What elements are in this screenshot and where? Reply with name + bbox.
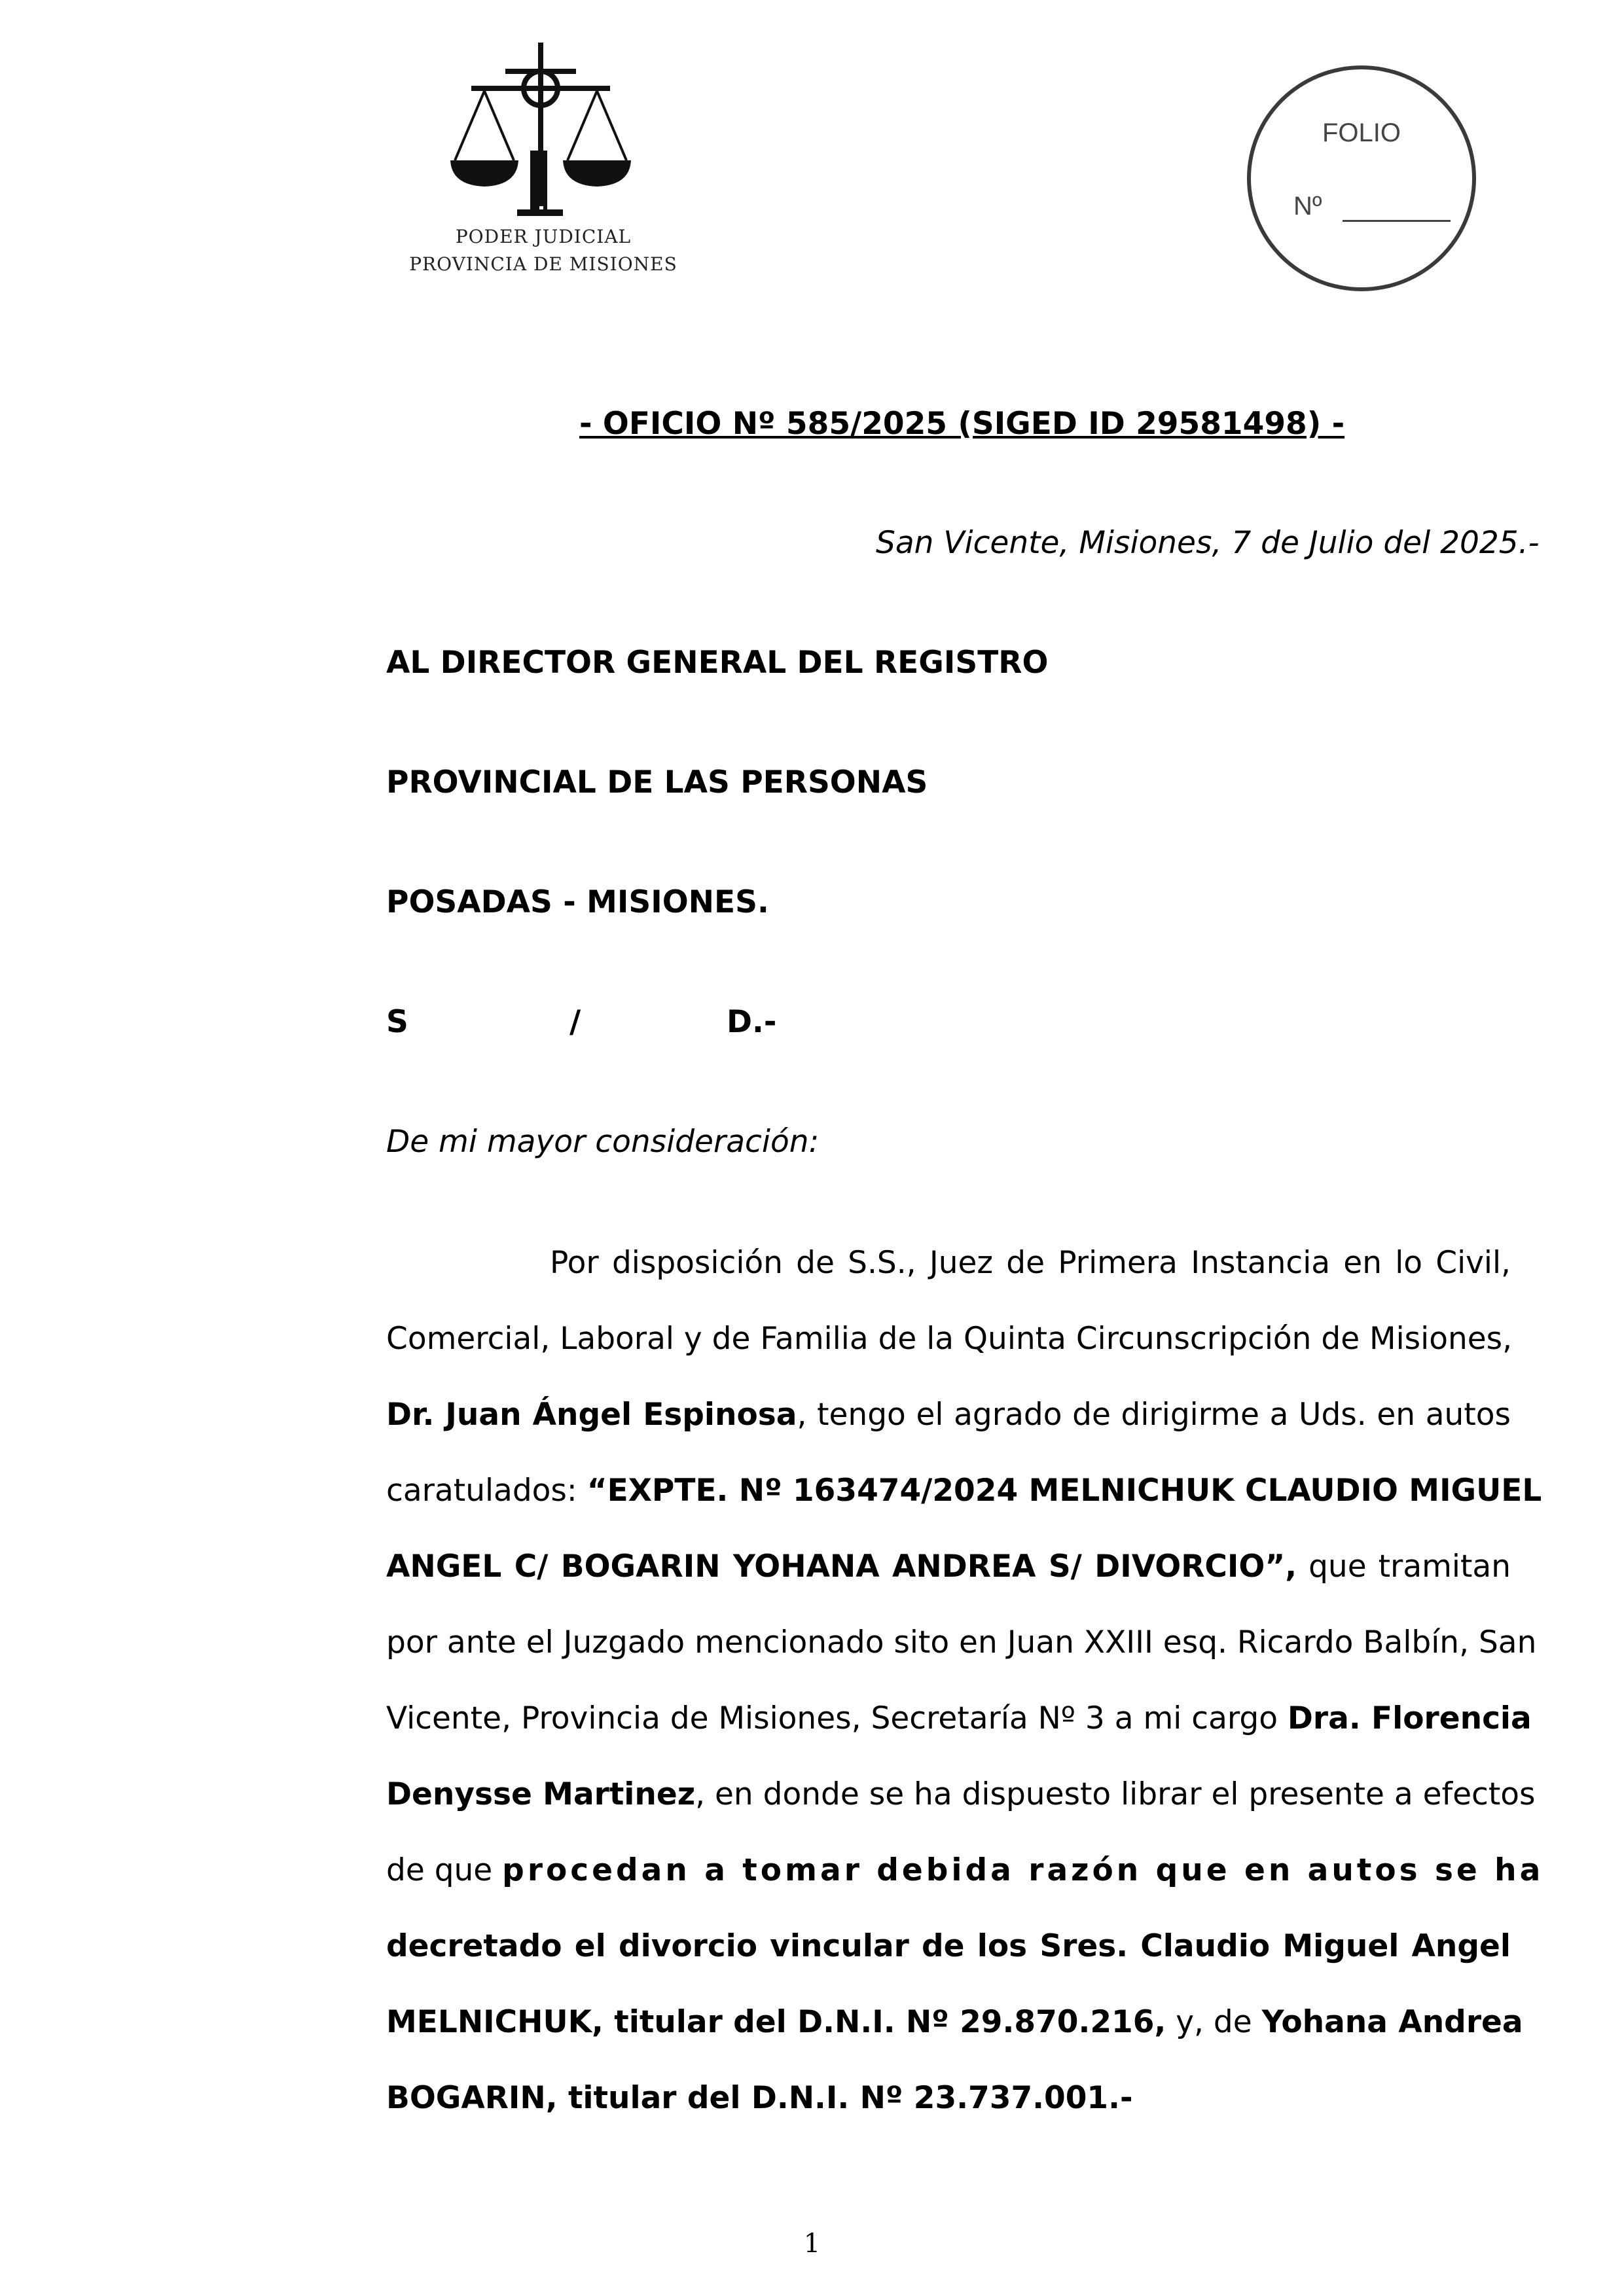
instruction-bold: procedan a tomar debida razón que en autos se ha xyxy=(502,1852,1544,1888)
body-line-6 xyxy=(386,1623,1537,1662)
salutation: De mi mayor consideración: xyxy=(386,1124,820,1160)
body-line-7 xyxy=(386,1699,1532,1738)
body-line-4 xyxy=(386,1471,1542,1511)
judge-name: Dr. Juan Ángel Espinosa xyxy=(386,1397,797,1433)
page-number: 1 xyxy=(803,2229,821,2259)
body-text: de que xyxy=(386,1852,503,1888)
body-line-10 xyxy=(386,1927,1511,1966)
body-text: Vicente, Provincia de Misiones, Secretaría Nº 3 a mi cargo xyxy=(386,1700,1288,1736)
recipient-line-2: PROVINCIAL DE LAS PERSONAS xyxy=(386,764,928,800)
body-line-11 xyxy=(386,2003,1523,2042)
date-line: San Vicente, Misiones, 7 de Julio del 2025.- xyxy=(876,525,1540,561)
body-text: Por disposición de S.S., Juez de Primera Instancia en lo Civil, xyxy=(550,1245,1511,1281)
body-text: caratulados: xyxy=(386,1473,587,1509)
judicial-logo xyxy=(406,36,681,285)
body-line-9 xyxy=(386,1851,1544,1890)
instruction-bold: decretado el divorcio vincular de los Sres. Claudio Miguel Angel xyxy=(386,1928,1511,1964)
body-text: que tramitan xyxy=(1297,1549,1511,1585)
body-line-8 xyxy=(386,1775,1536,1814)
folio-stamp xyxy=(1247,65,1476,291)
recipient-line-1: AL DIRECTOR GENERAL DEL REGISTRO xyxy=(386,645,1049,681)
body-line-5 xyxy=(386,1547,1511,1587)
body-text: por ante el Juzgado mencionado sito en Juan XXIII esq. Ricardo Balbín, San xyxy=(386,1624,1537,1660)
case-title-part1: “EXPTE. Nº 163474/2024 MELNICHUK CLAUDIO MIGUEL xyxy=(586,1473,1542,1509)
party-2-name: Yohana Andrea xyxy=(1261,2004,1523,2040)
sd-s: S xyxy=(386,1004,408,1040)
logo-text-line2: PROVINCIA DE MISIONES xyxy=(409,253,677,275)
body-line-1 xyxy=(386,1244,1511,1283)
document-heading: - OFICIO Nº 585/2025 (SIGED ID 29581498) - xyxy=(579,406,1345,442)
scales-of-justice-icon xyxy=(432,36,655,226)
sd-d: D.- xyxy=(727,1004,777,1040)
body-line-3 xyxy=(386,1395,1511,1435)
logo-text-line1: PODER JUDICIAL xyxy=(455,226,632,247)
recipient-line-3: POSADAS - MISIONES. xyxy=(386,884,769,920)
folio-stamp-number-label: Nº xyxy=(1293,192,1322,221)
secretary-name-part1: Dra. Florencia xyxy=(1287,1700,1532,1736)
party-1: MELNICHUK, titular del D.N.I. Nº 29.870.216, xyxy=(386,2004,1166,2040)
folio-stamp-title: FOLIO xyxy=(1322,118,1401,147)
folio-stamp-blank-line xyxy=(1343,220,1451,222)
body-text: y, de xyxy=(1166,2004,1262,2040)
body-line-2 xyxy=(386,1319,1511,1359)
case-title-part2: ANGEL C/ BOGARIN YOHANA ANDREA S/ DIVORCIO”, xyxy=(386,1549,1297,1585)
body-text: , en donde se ha dispuesto librar el presente a efectos xyxy=(695,1776,1536,1812)
body-line-12 xyxy=(386,2079,1511,2118)
sd-slash: / xyxy=(569,1004,581,1040)
party-2: BOGARIN, titular del D.N.I. Nº 23.737.001.- xyxy=(386,2080,1133,2116)
secretary-name-part2: Denysse Martinez xyxy=(386,1776,696,1812)
body-text: Comercial, Laboral y de Familia de la Quinta Circunscripción de Misiones, xyxy=(386,1321,1513,1357)
body-text: , tengo el agrado de dirigirme a Uds. en autos xyxy=(797,1397,1511,1433)
